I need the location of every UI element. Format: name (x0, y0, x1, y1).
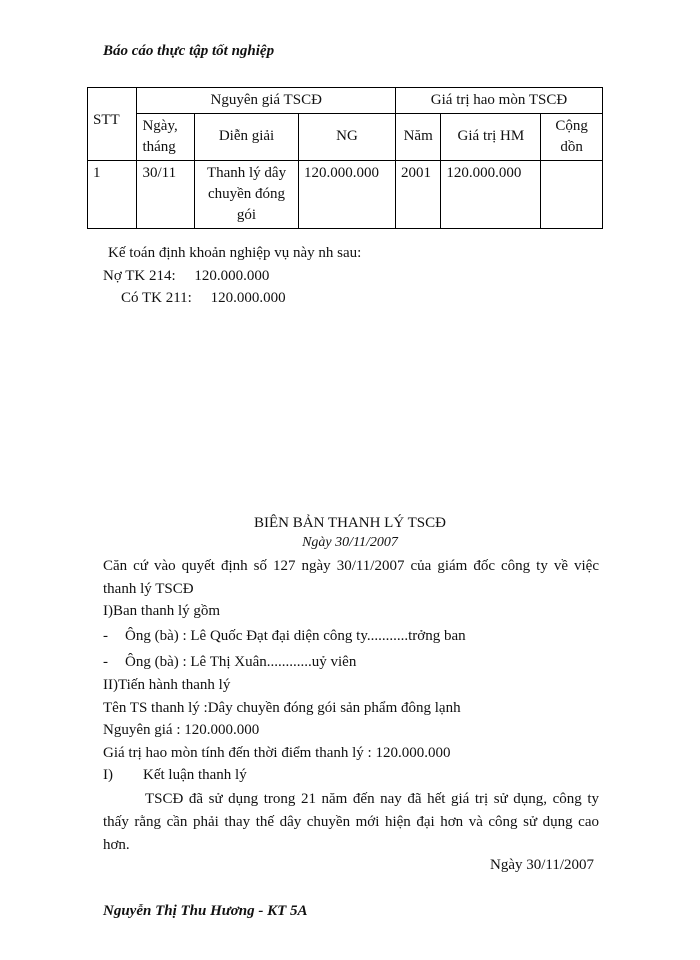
member-1 (103, 628, 466, 645)
row-depreciation: 120.000.000 (441, 161, 541, 229)
conclusion-paragraph: TSCĐ đã sử dụng trong 21 năm đến nay đã hết giá trị sử dụng, công ty thấy rằng cần phải thay thế dây chuyền mới hiện đại hơn và công sử dụng cao hơn. (103, 791, 599, 853)
year-header: Năm (395, 114, 440, 161)
stt-header: STT (88, 88, 137, 161)
debit-entry: Nợ TK 214: 120.000.000 (103, 268, 270, 284)
row-cumulative (541, 161, 603, 229)
section-3-number: I) (103, 767, 113, 783)
row-description: Thanh lý dây chuyền đóng gói (195, 161, 299, 229)
description-header: Diễn giải (195, 114, 299, 161)
original-cost-header: NG (299, 114, 396, 161)
minutes-date: Ngày 30/11/2007 (302, 535, 398, 550)
depreciation-value-header: Giá trị HM (441, 114, 541, 161)
section-1-heading: I)Ban thanh lý gồm (103, 603, 221, 619)
date-header: Ngày, tháng (137, 114, 195, 161)
page-footer: Nguyễn Thị Thu Hương - KT 5A (103, 903, 308, 919)
asset-name: Tên TS thanh lý :Dây chuyền đóng gói sản phẩm đông lạnh (103, 700, 461, 716)
asset-table (87, 87, 603, 229)
original-cost: Nguyên giá : 120.000.000 (103, 722, 260, 738)
table-subheader-row (88, 114, 603, 161)
page-header: Báo cáo thực tập tốt nghiệp (103, 43, 275, 59)
row-original-cost: 120.000.000 (299, 161, 396, 229)
row-stt: 1 (88, 161, 137, 229)
basis-paragraph: Căn cứ vào quyết định số 127 ngày 30/11/2007 của giám đốc công ty về việc thanh lý TSCĐ (103, 558, 599, 597)
signature-date: Ngày 30/11/2007 (490, 857, 595, 873)
entry-intro: Kế toán định khoản nghiệp vụ này nh sau: (108, 245, 362, 261)
row-year: 2001 (395, 161, 440, 229)
row-date: 30/11 (137, 161, 195, 229)
depreciation-value: Giá trị hao mòn tính đến thời điểm thanh lý : 120.000.000 (103, 745, 451, 761)
original-cost-group-header: Nguyên giá TSCĐ (137, 88, 395, 114)
section-3-heading (103, 767, 247, 784)
credit-entry: Có TK 211: 120.000.000 (121, 290, 286, 306)
depreciation-group-header: Giá trị hao mòn TSCĐ (395, 88, 602, 114)
table-row (88, 161, 603, 229)
member-2-text: Ông (bà) : Lê Thị Xuân............uỷ viên (125, 654, 357, 670)
bullet-mark: - (103, 628, 108, 644)
section-2-heading: II)Tiến hành thanh lý (103, 677, 231, 693)
minutes-title: BIÊN BẢN THANH LÝ TSCĐ (254, 515, 446, 531)
bullet-mark: - (103, 654, 108, 670)
member-1-text: Ông (bà) : Lê Quốc Đạt đại diện công ty...........trởng ban (125, 628, 466, 644)
member-2 (103, 654, 356, 671)
section-3-title: Kết luận thanh lý (143, 767, 247, 783)
cumulative-header: Cộng dồn (541, 114, 603, 161)
table-header-row (88, 88, 603, 114)
